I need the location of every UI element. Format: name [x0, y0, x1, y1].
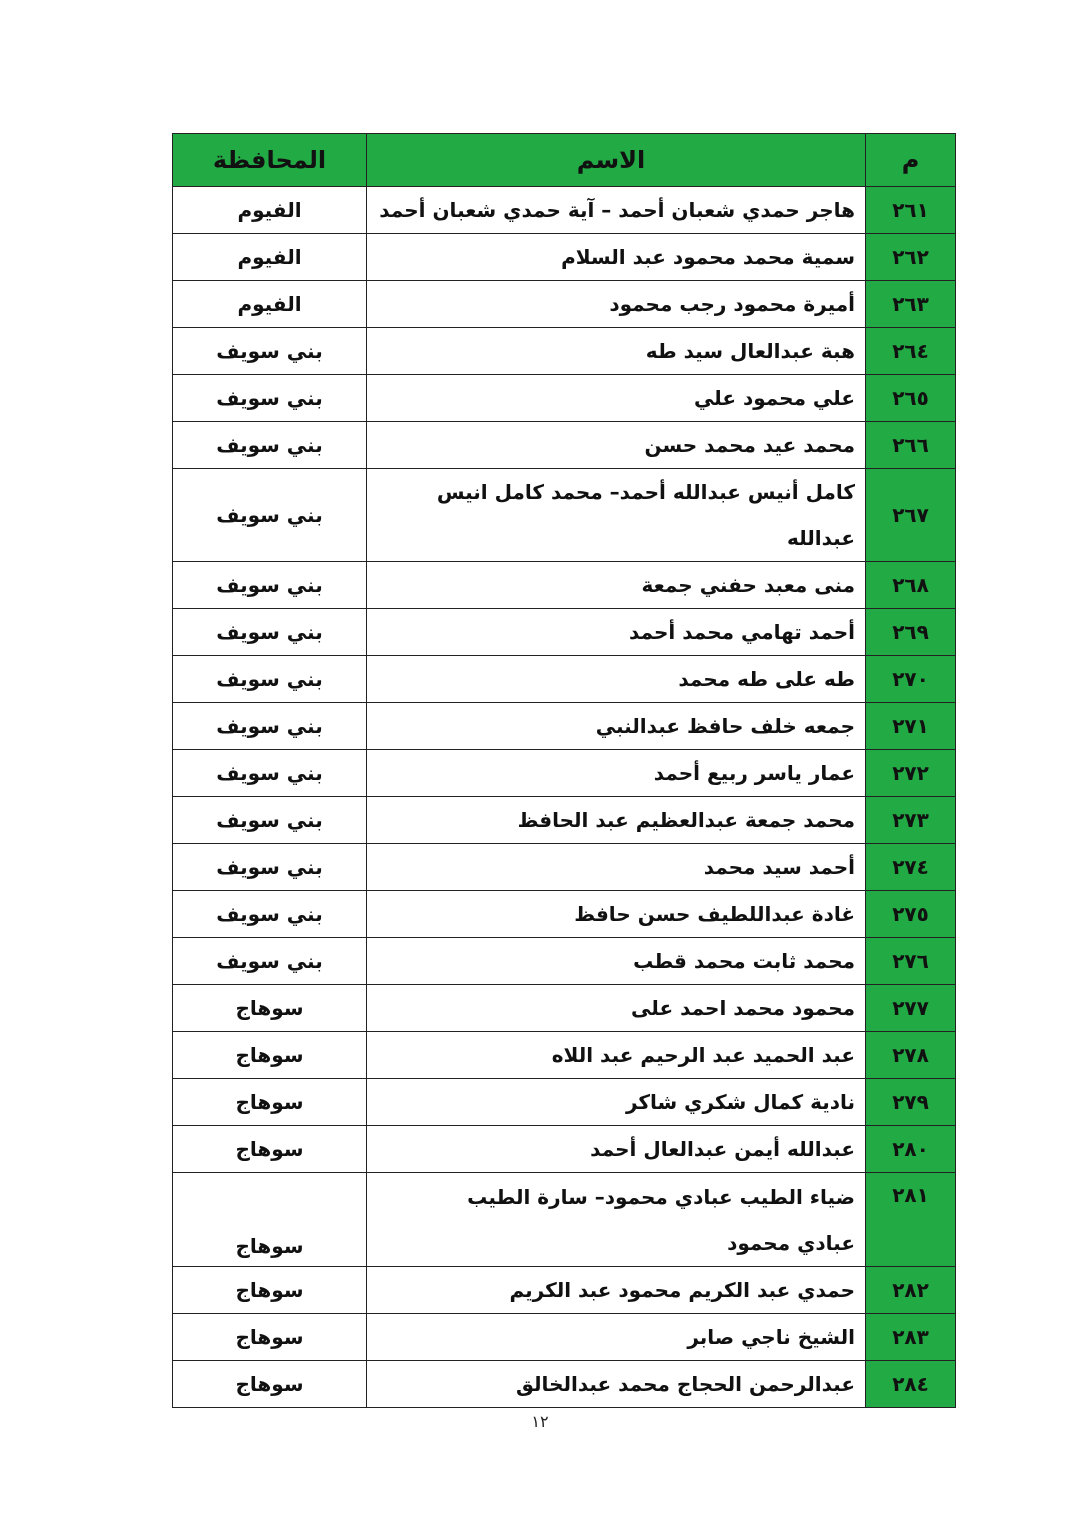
row-governorate: بني سويف: [173, 938, 367, 985]
row-governorate: بني سويف: [173, 328, 367, 375]
row-number: ٢٦٩: [866, 609, 956, 656]
row-number: ٢٨٤: [866, 1361, 956, 1408]
table-row: [173, 985, 956, 1032]
row-number: ٢٧٧: [866, 985, 956, 1032]
row-governorate: بني سويف: [173, 891, 367, 938]
row-name: محمد عيد محمد حسن: [367, 422, 866, 469]
row-name: عبد الحميد عبد الرحيم عبد اللاه: [367, 1032, 866, 1079]
row-number: ٢٧٤: [866, 844, 956, 891]
table-row: [173, 844, 956, 891]
header-governorate: المحافظة: [173, 134, 367, 187]
row-name: هاجر حمدي شعبان أحمد – آية حمدي شعبان أحمد: [367, 187, 866, 234]
table-row: [173, 938, 956, 985]
row-number: ٢٧٢: [866, 750, 956, 797]
table-row: [173, 797, 956, 844]
table-row: [173, 609, 956, 656]
row-name: غادة عبداللطيف حسن حافظ: [367, 891, 866, 938]
row-governorate: بني سويف: [173, 609, 367, 656]
row-governorate: سوهاج: [173, 985, 367, 1032]
row-name: علي محمود علي: [367, 375, 866, 422]
row-number: ٢٦٥: [866, 375, 956, 422]
row-governorate: بني سويف: [173, 797, 367, 844]
row-number: ٢٦٤: [866, 328, 956, 375]
row-number: ٢٦٨: [866, 562, 956, 609]
row-number: ٢٧٠: [866, 656, 956, 703]
table-row: [173, 1361, 956, 1408]
header-name: الاسم: [367, 134, 866, 187]
row-governorate: بني سويف: [173, 562, 367, 609]
row-number: ٢٧١: [866, 703, 956, 750]
row-number: ٢٨٠: [866, 1126, 956, 1173]
row-governorate: سوهاج: [173, 1079, 367, 1126]
page-number: ١٢: [531, 1412, 549, 1431]
row-number: ٢٨١: [866, 1173, 956, 1267]
row-number: ٢٨٢: [866, 1267, 956, 1314]
table-body: [173, 187, 956, 1408]
row-name: الشيخ ناجي صابر: [367, 1314, 866, 1361]
row-name: نادية كمال شكري شاكر: [367, 1079, 866, 1126]
row-governorate: الفيوم: [173, 187, 367, 234]
row-governorate: الفيوم: [173, 234, 367, 281]
row-number: ٢٧٣: [866, 797, 956, 844]
row-name: حمدي عبد الكريم محمود عبد الكريم: [367, 1267, 866, 1314]
row-number: ٢٦٣: [866, 281, 956, 328]
table-row: [173, 234, 956, 281]
row-governorate: بني سويف: [173, 750, 367, 797]
row-governorate: سوهاج: [173, 1267, 367, 1314]
table-row: [173, 1267, 956, 1314]
table-row: [173, 1126, 956, 1173]
row-name: منى معبد حفني جمعة: [367, 562, 866, 609]
row-name: كامل أنيس عبدالله أحمد– محمد كامل انيس عبدالله: [367, 469, 866, 562]
row-name: سمية محمد محمود عبد السلام: [367, 234, 866, 281]
table-row: [173, 1079, 956, 1126]
table-row: [173, 328, 956, 375]
names-table: [172, 133, 956, 1408]
row-name: ضياء الطيب عبادي محمود– سارة الطيب عبادي محمود: [367, 1173, 866, 1267]
table-row: [173, 375, 956, 422]
row-number: ٢٦٢: [866, 234, 956, 281]
row-governorate: بني سويف: [173, 422, 367, 469]
table-row: [173, 1173, 956, 1267]
table-row: [173, 703, 956, 750]
row-number: ٢٦٦: [866, 422, 956, 469]
row-governorate: سوهاج: [173, 1032, 367, 1079]
row-name: محمد جمعة عبدالعظيم عبد الحافظ: [367, 797, 866, 844]
row-name: أحمد تهامي محمد أحمد: [367, 609, 866, 656]
row-name: محمد ثابت محمد قطب: [367, 938, 866, 985]
row-governorate: بني سويف: [173, 703, 367, 750]
table-row: [173, 562, 956, 609]
row-name: عمار ياسر ربيع أحمد: [367, 750, 866, 797]
table-row: [173, 422, 956, 469]
table-row: [173, 1032, 956, 1079]
row-governorate: سوهاج: [173, 1314, 367, 1361]
table-row: [173, 1314, 956, 1361]
table-row: [173, 891, 956, 938]
row-number: ٢٨٣: [866, 1314, 956, 1361]
row-number: ٢٧٥: [866, 891, 956, 938]
table-row: [173, 750, 956, 797]
row-governorate: سوهاج: [173, 1361, 367, 1408]
row-governorate: بني سويف: [173, 469, 367, 562]
table-header-row: [173, 134, 956, 187]
row-number: ٢٦١: [866, 187, 956, 234]
row-name: هبة عبدالعال سيد طه: [367, 328, 866, 375]
row-number: ٢٦٧: [866, 469, 956, 562]
row-governorate: بني سويف: [173, 844, 367, 891]
table-row: [173, 281, 956, 328]
table-row: [173, 469, 956, 562]
row-number: ٢٧٨: [866, 1032, 956, 1079]
row-name: عبدالله أيمن عبدالعال أحمد: [367, 1126, 866, 1173]
table-row: [173, 656, 956, 703]
header-number: م: [866, 134, 956, 187]
table-row: [173, 187, 956, 234]
row-name: أحمد سيد محمد: [367, 844, 866, 891]
row-name: جمعه خلف حافظ عبدالنبي: [367, 703, 866, 750]
row-governorate: الفيوم: [173, 281, 367, 328]
row-governorate: بني سويف: [173, 375, 367, 422]
row-name: عبدالرحمن الحجاج محمد عبدالخالق: [367, 1361, 866, 1408]
row-governorate: سوهاج: [173, 1126, 367, 1173]
row-name: محمود محمد احمد على: [367, 985, 866, 1032]
row-governorate: سوهاج: [173, 1173, 367, 1267]
row-name: أميرة محمود رجب محمود: [367, 281, 866, 328]
row-number: ٢٧٩: [866, 1079, 956, 1126]
row-name: طه على طه محمد: [367, 656, 866, 703]
row-governorate: بني سويف: [173, 656, 367, 703]
row-number: ٢٧٦: [866, 938, 956, 985]
